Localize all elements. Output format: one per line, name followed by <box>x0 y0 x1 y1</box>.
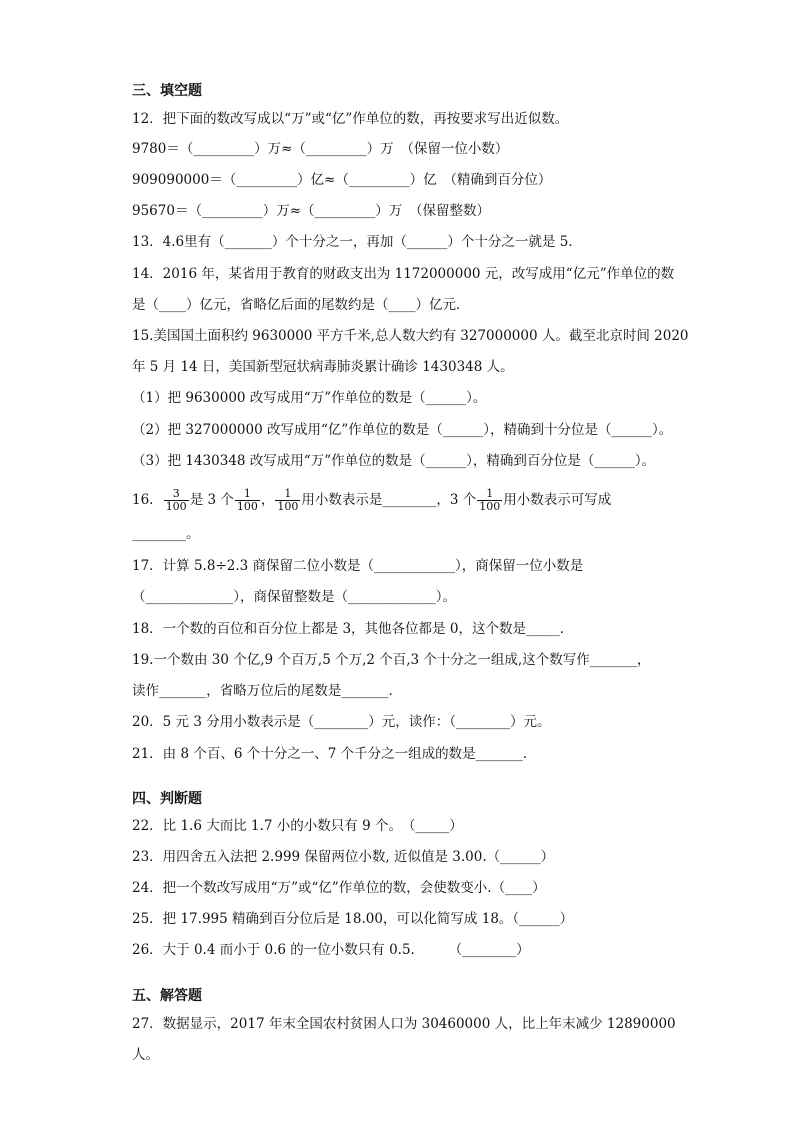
q16-text-3: 用小数表示是________，3 个 <box>301 492 477 508</box>
question-19-line2: 读作_______，省略万位后的尾数是_______． <box>132 683 402 699</box>
question-17-line2: （_____________），商保留整数是（_____________）。 <box>132 589 456 605</box>
question-17-line1: 17．计算 5.8÷2.3 商保留二位小数是（____________），商保留一位小数是 <box>132 558 584 574</box>
fraction-1-100 <box>477 488 502 513</box>
question-22: 22．比 1.6 大而比 1.7 小的小数只有 9 个。 （_____） <box>132 818 463 834</box>
question-24: 24．把一个数改写成用“万”或“亿”作单位的数，会使数变小.（____） <box>132 880 546 896</box>
question-15-line1: 15.美国国土面积约 9630000 平方千米,总人数大约有 327000000 人。截至北京时间 2020 <box>132 328 689 344</box>
question-26: 26．大于 0.4 而小于 0.6 的一位小数只有 0.5. （________） <box>132 942 530 958</box>
fraction-numerator: 1 <box>486 487 494 500</box>
section-fill-title: 三、填空题 <box>132 83 202 99</box>
section-judge-title: 四、判断题 <box>132 791 202 807</box>
question-14-line1: 14．2016 年，某省用于教育的财政支出为 1172000000 元，改写成用“亿元”作单位的数 <box>132 266 675 282</box>
fraction-numerator: 1 <box>284 487 292 500</box>
fraction-numerator: 1 <box>243 487 251 500</box>
question-18: 18．一个数的百位和百分位上都是 3，其他各位都是 0，这个数是_____． <box>132 621 574 637</box>
question-12a: 9780＝（_________）万≈（_________）万 （保留一位小数） <box>132 141 509 157</box>
question-27-line2: 人。 <box>132 1047 159 1063</box>
question-15-part3: （3）把 1430348 改写成用“万”作单位的数是（______），精确到百分位是（______）。 <box>132 453 656 469</box>
question-15-part2: （2）把 327000000 改写成用“亿”作单位的数是（______），精确到十分位是（______）。 <box>132 422 673 438</box>
fraction-1-100 <box>275 488 300 513</box>
fraction-numerator: 3 <box>172 487 180 500</box>
q16-prefix: 16． <box>132 492 163 508</box>
question-12: 12．把下面的数改写成以“万”或“亿”作单位的数，再按要求写出近似数。 <box>132 111 569 127</box>
question-16-line1 <box>132 487 611 513</box>
question-13: 13．4.6里有（_______）个十分之一，再加（______）个十分之一就是 5． <box>132 234 582 250</box>
question-12c: 95670＝（_________）万≈（_________）万 （保留整数） <box>132 203 491 219</box>
question-14-line2: 是（____）亿元，省略亿后面的尾数约是（____）亿元． <box>132 297 470 313</box>
question-21: 21．由 8 个百、6 个十分之一、7 个千分之一组成的数是_______． <box>132 746 537 762</box>
question-15-line2: 年 5 月 14 日，美国新型冠状病毒肺炎累计确诊 1430348 人。 <box>132 359 514 375</box>
question-15-part1: （1）把 9630000 改写成用“万”作单位的数是（______）。 <box>132 390 487 406</box>
question-27-line1: 27．数据显示，2017 年末全国农村贫困人口为 30460000 人，比上年末减少 12890000 <box>132 1016 676 1032</box>
fraction-1-100 <box>235 488 260 513</box>
question-23: 23．用四舍五入法把 2.999 保留两位小数, 近似值是 3.00.（______） <box>132 849 555 865</box>
q16-text-2: ， <box>260 492 275 508</box>
fraction-denominator: 100 <box>277 500 299 513</box>
q16-text-4: 用小数表示可写成 <box>503 492 612 508</box>
q16-text-1: 是 3 个 <box>189 492 234 508</box>
section-answer-title: 五、解答题 <box>132 988 202 1004</box>
fraction-denominator: 100 <box>165 500 187 513</box>
question-16-line2: ________。 <box>132 526 200 542</box>
question-25: 25．把 17.995 精确到百分位后是 18.00，可以化简写成 18。（______） <box>132 911 574 927</box>
question-19-line1: 19.一个数由 30 个亿,9 个百万,5 个万,2 个百,3 个十分之一组成,这个数写作_______， <box>132 652 651 668</box>
fraction-denominator: 100 <box>236 500 258 513</box>
question-20: 20．5 元 3 分用小数表示是（________）元，读作：（________）元。 <box>132 714 551 730</box>
question-12b: 909090000＝（_________）亿≈（_________）亿 （精确到百分位） <box>132 172 552 188</box>
fraction-denominator: 100 <box>479 500 501 513</box>
fraction-3-100 <box>164 488 189 513</box>
